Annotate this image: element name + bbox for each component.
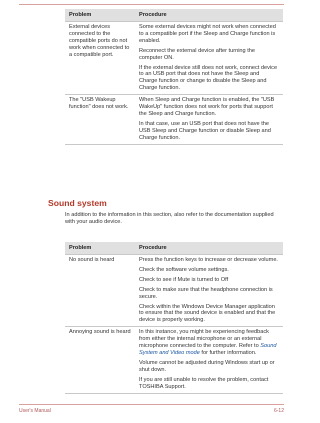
procedure-text: If you are still unable to resolve the problem, contact TOSHIBA Support. (139, 376, 269, 390)
procedure-text: Press the function keys to increase or decrease volume. (139, 257, 278, 263)
procedure-text: When Sleep and Charge function is enabled, the "USB WakeUp" function does not work for ports that support the Sleep and Charge function. (139, 97, 275, 117)
procedure-text: Check to see if Mute is turned to Off (139, 276, 229, 283)
table-row (65, 255, 283, 327)
table-row (65, 327, 283, 393)
procedure-text: Volume cannot be adjusted during Windows start up or shut down. (139, 359, 275, 373)
table-header-row (65, 9, 283, 22)
bottom-rule (19, 404, 284, 405)
table-row (65, 95, 283, 144)
section-intro: In addition to the information in this section, also refer to the documentation supplied with your audio device. (65, 212, 274, 225)
procedure-text: If the external device still does not work, connect device to an USB port that does not have the Sleep and Charge function or change to disable the Sleep and Charge function. (139, 64, 278, 92)
troubleshooting-table-usb (65, 9, 283, 145)
procedure-cell (135, 22, 283, 95)
header-procedure: Procedure (135, 242, 283, 255)
header-procedure: Procedure (135, 9, 283, 22)
header-problem: Problem (65, 242, 135, 255)
problem-cell: Annoying sound is heard (65, 327, 135, 393)
procedure-cell (135, 95, 283, 144)
problem-cell: External devices connected to the compatible ports do not work when connected to a compatible port. (65, 22, 135, 95)
problem-cell: The "USB Wakeup function" does not work. (65, 95, 135, 144)
sound-system-video-mode-link[interactable]: Sound System and Video mode (139, 343, 277, 356)
procedure-cell (135, 255, 283, 327)
procedure-text-after-link: for further information. (199, 349, 257, 356)
table-row (65, 22, 283, 95)
top-rule (19, 4, 284, 5)
procedure-text (139, 329, 279, 357)
header-problem: Problem (65, 9, 135, 22)
procedure-text: Check within the Windows Device Manager application to ensure that the sound device is enabled and that the device is properly working. (139, 303, 276, 324)
procedure-cell (135, 327, 283, 393)
table-header-row (65, 242, 283, 255)
footer-page-number: 6-12 (273, 408, 284, 414)
procedure-text: In that case, use an USB port that does not have the USB Sleep and Charge function or disable Sleep and Charge function. (139, 120, 271, 141)
troubleshooting-table-sound (65, 242, 283, 394)
problem-cell: No sound is heard (65, 255, 135, 327)
procedure-text: Check to make sure that the headphone connection is secure. (139, 286, 273, 300)
section-title: Sound system (48, 198, 107, 208)
footer-manual-title: User's Manual (19, 408, 51, 414)
procedure-text: Some external devices might not work when connected to a compatible port if the Sleep and Charge function is enabled. (139, 24, 276, 44)
procedure-text: Check the software volume settings. (139, 266, 229, 273)
procedure-text: Reconnect the external device after turning the computer ON. (139, 47, 255, 61)
procedure-text-before-link: In this instance, you might be experiencing feedback from either the internal microphone or an external microphone connected to the computer. Refer to (139, 329, 269, 350)
